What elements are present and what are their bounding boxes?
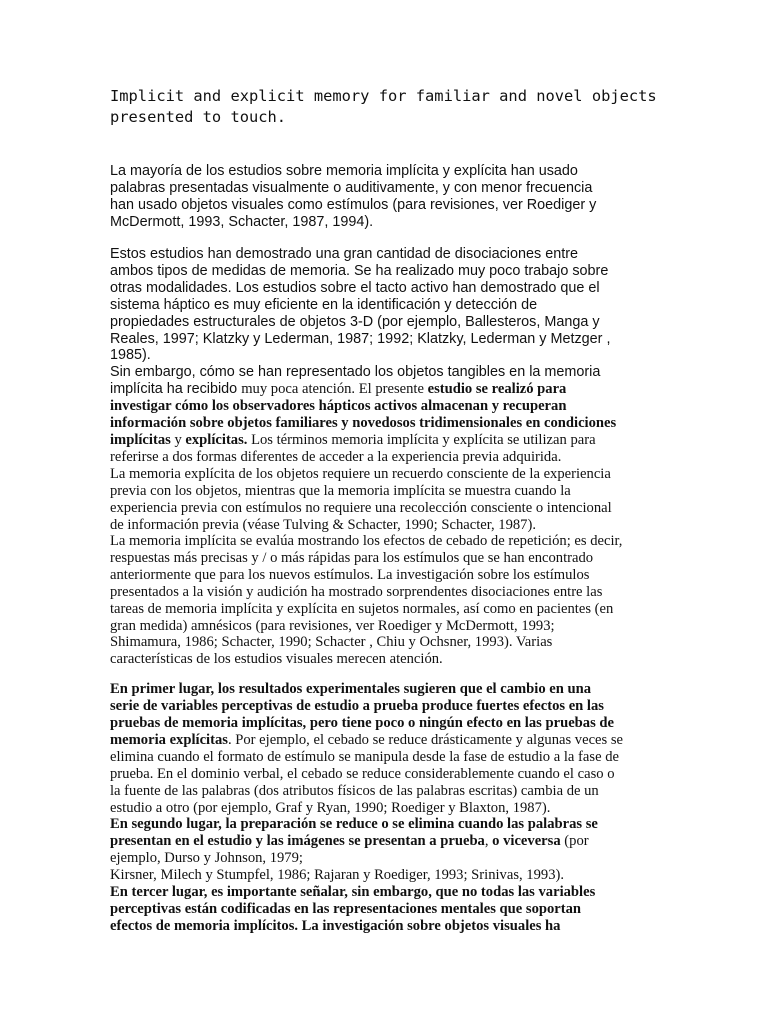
paragraph-line: [110, 432, 596, 448]
text-span: ,: [484, 833, 493, 849]
paragraph-line: La memoria explícita de los objetos requiere un recuerdo consciente de la experiencia: [110, 466, 611, 482]
text-span: implícita ha recibido: [110, 381, 242, 397]
paragraph-line: presentados a la visión y audición ha mostrado sorprendentes disociaciones entre las: [110, 584, 603, 600]
paragraph-line: propiedades estructurales de objetos 3-D (por ejemplo, Ballesteros, Manga y: [110, 314, 600, 330]
paragraph-line: [110, 918, 560, 934]
paragraph-line: sistema háptico es muy eficiente en la identificación y detección de: [110, 297, 538, 313]
bold-text: efectos de memoria implícitos. La investigación sobre objetos visuales ha: [110, 918, 561, 934]
paragraph-line: características de los estudios visuales merecen atención.: [110, 651, 443, 667]
bold-text: implícitas: [110, 432, 171, 448]
paragraph-line: [110, 833, 589, 849]
paragraph-line: [110, 884, 595, 900]
text-span: . Por ejemplo, el cebado se reduce drásticamente y algunas veces se: [227, 732, 624, 748]
paragraph-line: Shimamura, 1986; Schacter, 1990; Schacter , Chiu y Ochsner, 1993). Varias: [110, 634, 553, 650]
paragraph-line: Kirsner, Milech y Stumpfel, 1986; Rajaran y Roediger, 1993; Srinivas, 1993).: [110, 867, 565, 883]
paragraph-line: 1985).: [110, 347, 151, 363]
paragraph-line: [110, 732, 623, 748]
bold-text: En primer lugar, los resultados experimentales sugieren que el cambio en una: [110, 681, 592, 697]
paragraph-line: palabras presentadas visualmente o auditivamente, y con menor frecuencia: [110, 180, 593, 196]
paragraph-line: [110, 901, 581, 917]
paragraph-line: anteriormente que para los nuevos estímulos. La investigación sobre los estímulos: [110, 567, 590, 583]
paragraph-line: [110, 698, 604, 714]
title-line: presented to touch.: [110, 108, 287, 126]
paragraph-line: estudio a otro (por ejemplo, Graf y Ryan, 1990; Roediger y Blaxton, 1987).: [110, 800, 551, 816]
bold-text: perceptivas están codificadas en las representaciones mentales que soportan: [110, 901, 582, 917]
paragraph-line: La memoria implícita se evalúa mostrando los efectos de cebado de repetición; es decir,: [110, 533, 623, 549]
bold-text: información sobre objetos familiares y novedosos tridimensionales en condiciones: [110, 415, 617, 431]
paragraph-line: ambos tipos de medidas de memoria. Se ha realizado muy poco trabajo sobre: [110, 263, 609, 279]
paragraph-line: de información previa (véase Tulving & Schacter, 1990; Schacter, 1987).: [110, 517, 536, 533]
bold-text: pruebas de memoria implícitas, pero tiene poco o ningún efecto en las pruebas de: [110, 715, 615, 731]
paragraph-line: [110, 398, 566, 414]
paragraph-line: gran medida) amnésicos (para revisiones, ver Roediger y McDermott, 1993;: [110, 618, 555, 634]
paragraph-line: ejemplo, Durso y Johnson, 1979;: [110, 850, 303, 866]
paragraph-line: [110, 415, 616, 431]
text-span: Los términos memoria implícita y explícita se utilizan para: [247, 432, 596, 448]
bold-text: memoria explícitas: [110, 732, 228, 748]
paragraph-line: [110, 715, 614, 731]
paragraph-line: experiencia previa con estímulos no requiere una recolección consciente o intencional: [110, 500, 612, 516]
bold-text: En tercer lugar, es importante señalar, sin embargo, que no todas las variables: [110, 884, 596, 900]
text-span: (por: [560, 833, 589, 849]
bold-text: explícitas.: [185, 432, 248, 448]
paragraph-line: otras modalidades. Los estudios sobre el tacto activo han demostrado que el: [110, 280, 600, 296]
text-span: y: [170, 432, 186, 448]
paragraph-line: referirse a dos formas diferentes de acceder a la experiencia previa adquirida.: [110, 449, 562, 465]
paragraph-line: prueba. En el dominio verbal, el cebado se reduce considerablemente cuando el caso o: [110, 766, 615, 782]
paragraph-line: [110, 380, 566, 398]
paragraph-line: [110, 816, 598, 832]
paragraph-line: Reales, 1997; Klatzky y Lederman, 1987; 1992; Klatzky, Lederman y Metzger ,: [110, 331, 611, 347]
text-span: muy poca atención. El presente: [241, 381, 428, 397]
paragraph-line: elimina cuando el formato de estímulo se manipula desde la fase de estudio a la fase de: [110, 749, 619, 765]
paragraph-line: previa con los objetos, mientras que la memoria implícita se muestra cuando la: [110, 483, 571, 499]
bold-text: En segundo lugar, la preparación se reduce o se elimina cuando las palabras se: [110, 816, 598, 832]
bold-text: estudio se realizó para: [427, 381, 567, 397]
bold-text: serie de variables perceptivas de estudio a prueba produce fuertes efectos en las: [110, 698, 604, 714]
paragraph-line: tareas de memoria implícita y explícita en sujetos normales, así como en pacientes (en: [110, 601, 614, 617]
paragraph-line: la fuente de las palabras (dos atributos físicos de las palabras escritas) cambia de un: [110, 783, 599, 799]
paragraph-line: han usado objetos visuales como estímulos (para revisiones, ver Roediger y: [110, 197, 597, 213]
bold-text: presentan en el estudio y las imágenes se presentan a prueba: [110, 833, 485, 849]
paragraph-line: [110, 681, 591, 697]
bold-text: o viceversa: [492, 833, 561, 849]
paragraph-line: respuestas más precisas y / o más rápidas para los estímulos que se han encontrado: [110, 550, 594, 566]
bold-text: investigar cómo los observadores hápticos activos almacenan y recuperan: [110, 398, 567, 414]
document-title: [110, 86, 710, 128]
title-line: Implicit and explicit memory for familiar and novel objects: [110, 87, 657, 105]
paragraph-line: Sin embargo, cómo se han representado los objetos tangibles en la memoria: [110, 364, 601, 380]
paragraph-line: La mayoría de los estudios sobre memoria implícita y explícita han usado: [110, 163, 578, 179]
paragraph-line: Estos estudios han demostrado una gran cantidad de disociaciones entre: [110, 246, 578, 262]
paragraph-line: McDermott, 1993, Schacter, 1987, 1994).: [110, 214, 374, 230]
